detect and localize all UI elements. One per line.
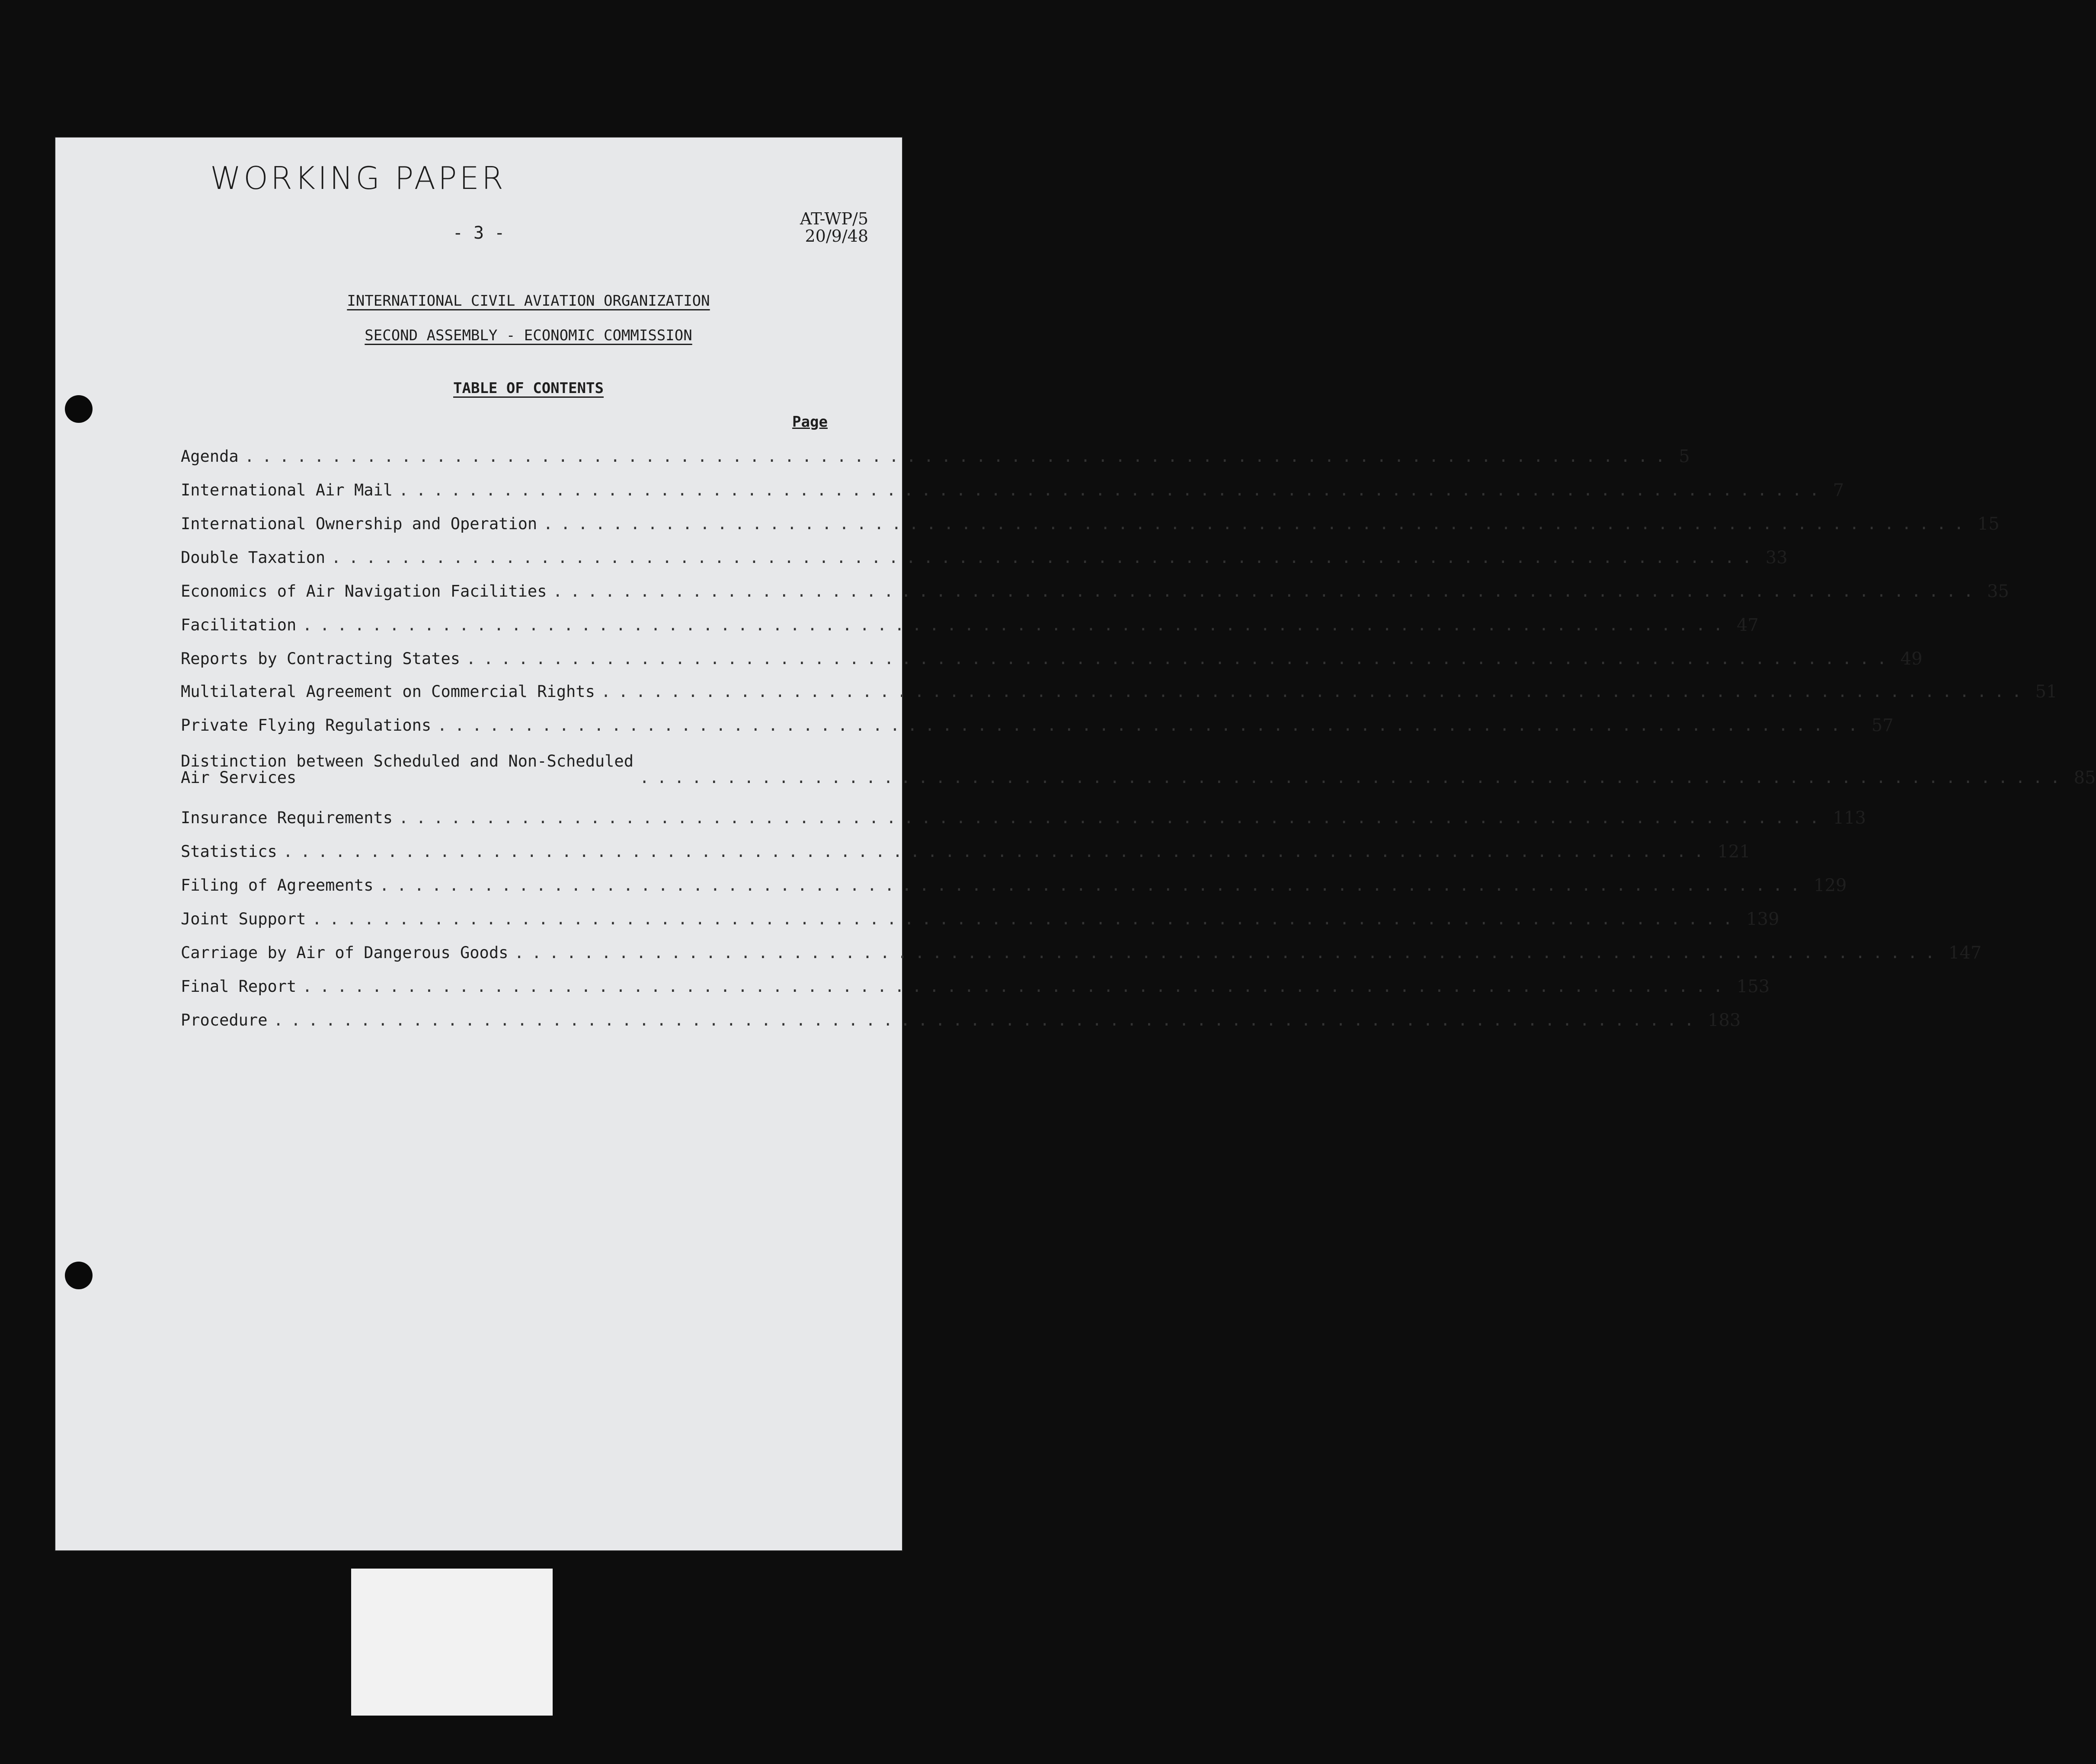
- toc-entry-title-line1: Distinction between Scheduled and Non-Scheduled: [181, 752, 634, 770]
- punch-hole-top: [65, 395, 93, 423]
- toc-dot-leader: ..................................................................................: [302, 616, 1731, 634]
- toc-entry: [181, 876, 1847, 895]
- toc-entry-title: [181, 753, 634, 786]
- toc-entry: [181, 514, 2000, 534]
- page-column-label: Page: [792, 413, 828, 431]
- toc-entry-page: 5: [1679, 447, 1690, 467]
- toc-entry-title: Final Report: [181, 977, 297, 996]
- toc-dot-leader: ..................................................................................: [543, 514, 1971, 533]
- toc-entry-title: Multilateral Agreement on Commercial Rights: [181, 682, 595, 701]
- toc-entry-title: International Ownership and Operation: [181, 514, 538, 533]
- toc-entry-page: 85: [2074, 768, 2096, 788]
- toc-entry-title: Statistics: [181, 842, 277, 861]
- toc-entry-page: 183: [1708, 1010, 1741, 1030]
- toc-entry-title-line2: Air Services: [181, 768, 297, 787]
- toc-entry-page: 57: [1871, 716, 1894, 735]
- toc-entry: [181, 716, 1894, 735]
- toc-entry-title: Reports by Contracting States: [181, 649, 461, 668]
- toc-entry-page: 47: [1736, 615, 1759, 635]
- toc-entry: [181, 943, 1982, 963]
- toc-dot-leader: ..................................................................................: [283, 842, 1712, 861]
- toc-entry: [181, 682, 2058, 702]
- toc-dot-leader: ..................................................................................: [302, 977, 1731, 996]
- toc-dot-leader: ..................................................................................: [437, 716, 1866, 735]
- toc-dot-leader: ..................................................................................: [379, 876, 1808, 895]
- toc-entry-title: Agenda: [181, 447, 239, 466]
- working-paper-stamp: WORKING PAPER: [210, 160, 506, 196]
- toc-entry: [181, 909, 1779, 929]
- toc-entry: [181, 752, 2096, 788]
- toc-entry-title: Facilitation: [181, 616, 297, 634]
- toc-entry-page: 49: [1900, 649, 1923, 669]
- toc-dot-leader: ..................................................................................: [466, 649, 1894, 668]
- toc-entry-page: 153: [1736, 977, 1770, 997]
- toc-entry: [181, 1010, 1741, 1030]
- punch-hole-bottom: [65, 1262, 93, 1289]
- toc-entry-title: International Air Mail: [181, 481, 393, 499]
- toc-entry-title: Economics of Air Navigation Facilities: [181, 582, 547, 601]
- reference-code: AT-WP/5: [800, 209, 868, 228]
- toc-entry-page: 7: [1833, 480, 1844, 500]
- toc-entry: [181, 480, 1844, 500]
- toc-dot-leader: ..................................................................................: [399, 481, 1827, 499]
- white-card-tab: [351, 1569, 553, 1716]
- toc-dot-leader: ..................................................................................: [312, 910, 1741, 928]
- toc-dot-leader: ..................................................................................: [639, 768, 2068, 787]
- toc-entry-page: 35: [1987, 582, 2010, 601]
- toc-entry-title: Carriage by Air of Dangerous Goods: [181, 943, 509, 962]
- toc-entry-page: 147: [1949, 943, 1982, 963]
- document-reference: [800, 210, 868, 245]
- toc-entry: [181, 615, 1759, 635]
- toc-entry: [181, 842, 1750, 862]
- toc-entry: [181, 977, 1770, 997]
- toc-entry: [181, 548, 1788, 568]
- toc-entry-title: Double Taxation: [181, 548, 326, 567]
- toc-dot-leader: ..................................................................................: [244, 447, 1673, 466]
- assembly-heading: SECOND ASSEMBLY - ECONOMIC COMMISSION: [365, 327, 692, 344]
- toc-entry: [181, 582, 2010, 601]
- toc-entry-title: Joint Support: [181, 910, 306, 928]
- document-page: [55, 137, 2096, 1550]
- toc-entry-page: 15: [1977, 514, 2000, 534]
- toc-entry-title: Insurance Requirements: [181, 808, 393, 827]
- toc-dot-leader: ..................................................................................: [514, 943, 1943, 962]
- toc-entry-page: 121: [1717, 842, 1750, 862]
- toc-dot-leader: ..................................................................................: [331, 548, 1760, 567]
- toc-entry-title: Filing of Agreements: [181, 876, 374, 895]
- toc-entry-page: 51: [2035, 682, 2058, 702]
- toc-entry-title: Procedure: [181, 1011, 268, 1029]
- toc-heading: TABLE OF CONTENTS: [453, 380, 604, 397]
- toc-dot-leader: ..................................................................................: [553, 582, 1981, 601]
- toc-entry-page: 129: [1814, 876, 1847, 895]
- reference-date: 20/9/48: [805, 227, 868, 246]
- toc-dot-leader: ..................................................................................: [601, 682, 2029, 701]
- toc-dot-leader: ..................................................................................: [399, 808, 1827, 827]
- toc-entry-title: Private Flying Regulations: [181, 716, 432, 735]
- toc-entry-page: 33: [1765, 548, 1788, 568]
- toc-entry: [181, 808, 1866, 828]
- toc-entry: [181, 649, 1923, 669]
- toc-dot-leader: ..................................................................................: [273, 1011, 1702, 1029]
- organization-heading: INTERNATIONAL CIVIL AVIATION ORGANIZATION: [347, 292, 710, 310]
- page-number: - 3 -: [452, 223, 505, 243]
- toc-entry-page: 113: [1833, 808, 1866, 828]
- toc-entry-page: 139: [1746, 909, 1779, 929]
- toc-entry: [181, 447, 1690, 467]
